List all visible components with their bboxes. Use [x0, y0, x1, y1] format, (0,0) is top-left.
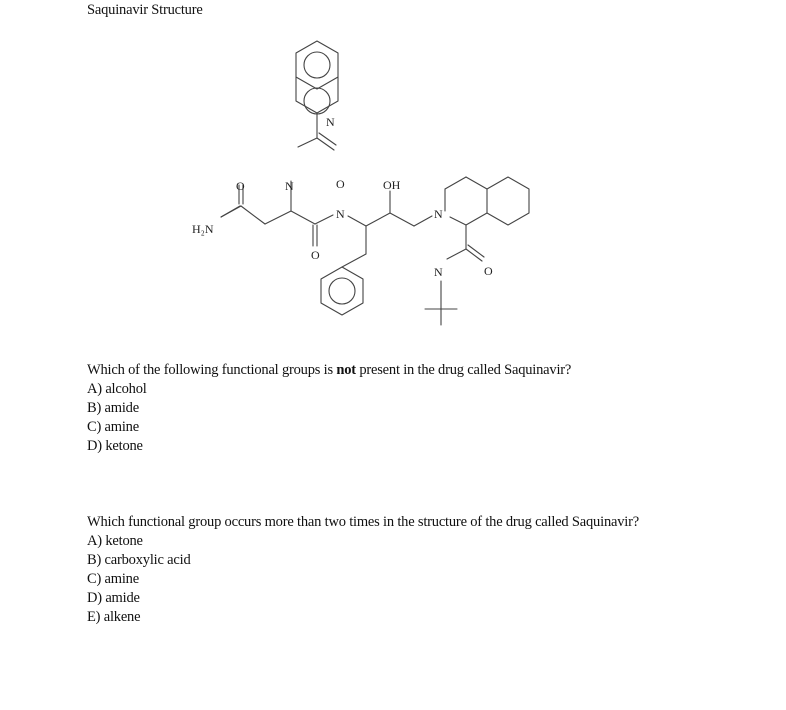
cyclohexane-ring [487, 177, 529, 225]
question-1-stem [87, 361, 571, 380]
question-2-option-b: B) carboxylic acid [87, 552, 191, 568]
quinoline-pyridine-ring [296, 77, 338, 113]
question-1-option-c: C) amine [87, 419, 139, 435]
saquinavir-structure-diagram [180, 35, 560, 335]
amide-o1-label: O [336, 177, 345, 191]
question-2-stem: Which functional group occurs more than two times in the structure of the drug called Saquinavir? [87, 514, 639, 530]
question-2-option-a: A) ketone [87, 533, 143, 549]
amide-o3-label: O [311, 248, 320, 262]
primary-amine-label: H₂N [192, 222, 214, 236]
quinoline-benzo-ring [296, 41, 338, 89]
hydroxyl-label: OH [383, 178, 401, 192]
question-1-option-a: A) alcohol [87, 381, 147, 397]
document-title: Saquinavir Structure [87, 2, 203, 18]
quinoline-n-label: N [326, 115, 335, 129]
amide-o2-label: O [236, 179, 245, 193]
question-1 [87, 361, 571, 456]
ring-n-label: N [434, 207, 443, 221]
amide-n2-label: N [336, 207, 345, 221]
question-2-option-c: C) amine [87, 571, 139, 587]
question-1-emphasis: not [336, 362, 356, 378]
question-2-option-e: E) alkene [87, 609, 141, 625]
phenyl-ring [321, 267, 363, 315]
quinoline-pyridine-aromatic-circle [304, 88, 330, 114]
question-1-stem-text-end: present in the drug called Saquinavir? [355, 362, 572, 378]
question-1-stem-text: Which of the following functional groups is [87, 362, 337, 378]
phenyl-aromatic-circle [329, 278, 355, 304]
quinoline-benzo-aromatic-circle [304, 52, 330, 78]
question-1-option-b: B) amide [87, 400, 139, 416]
amide-n1-label: N [285, 179, 294, 193]
question-1-option-d: D) ketone [87, 438, 143, 454]
question-2 [87, 513, 639, 627]
amide-n3-label: N [434, 265, 443, 279]
amide-o4-label: O [484, 264, 493, 278]
molecule-svg [180, 35, 560, 335]
question-2-option-d: D) amide [87, 590, 140, 606]
